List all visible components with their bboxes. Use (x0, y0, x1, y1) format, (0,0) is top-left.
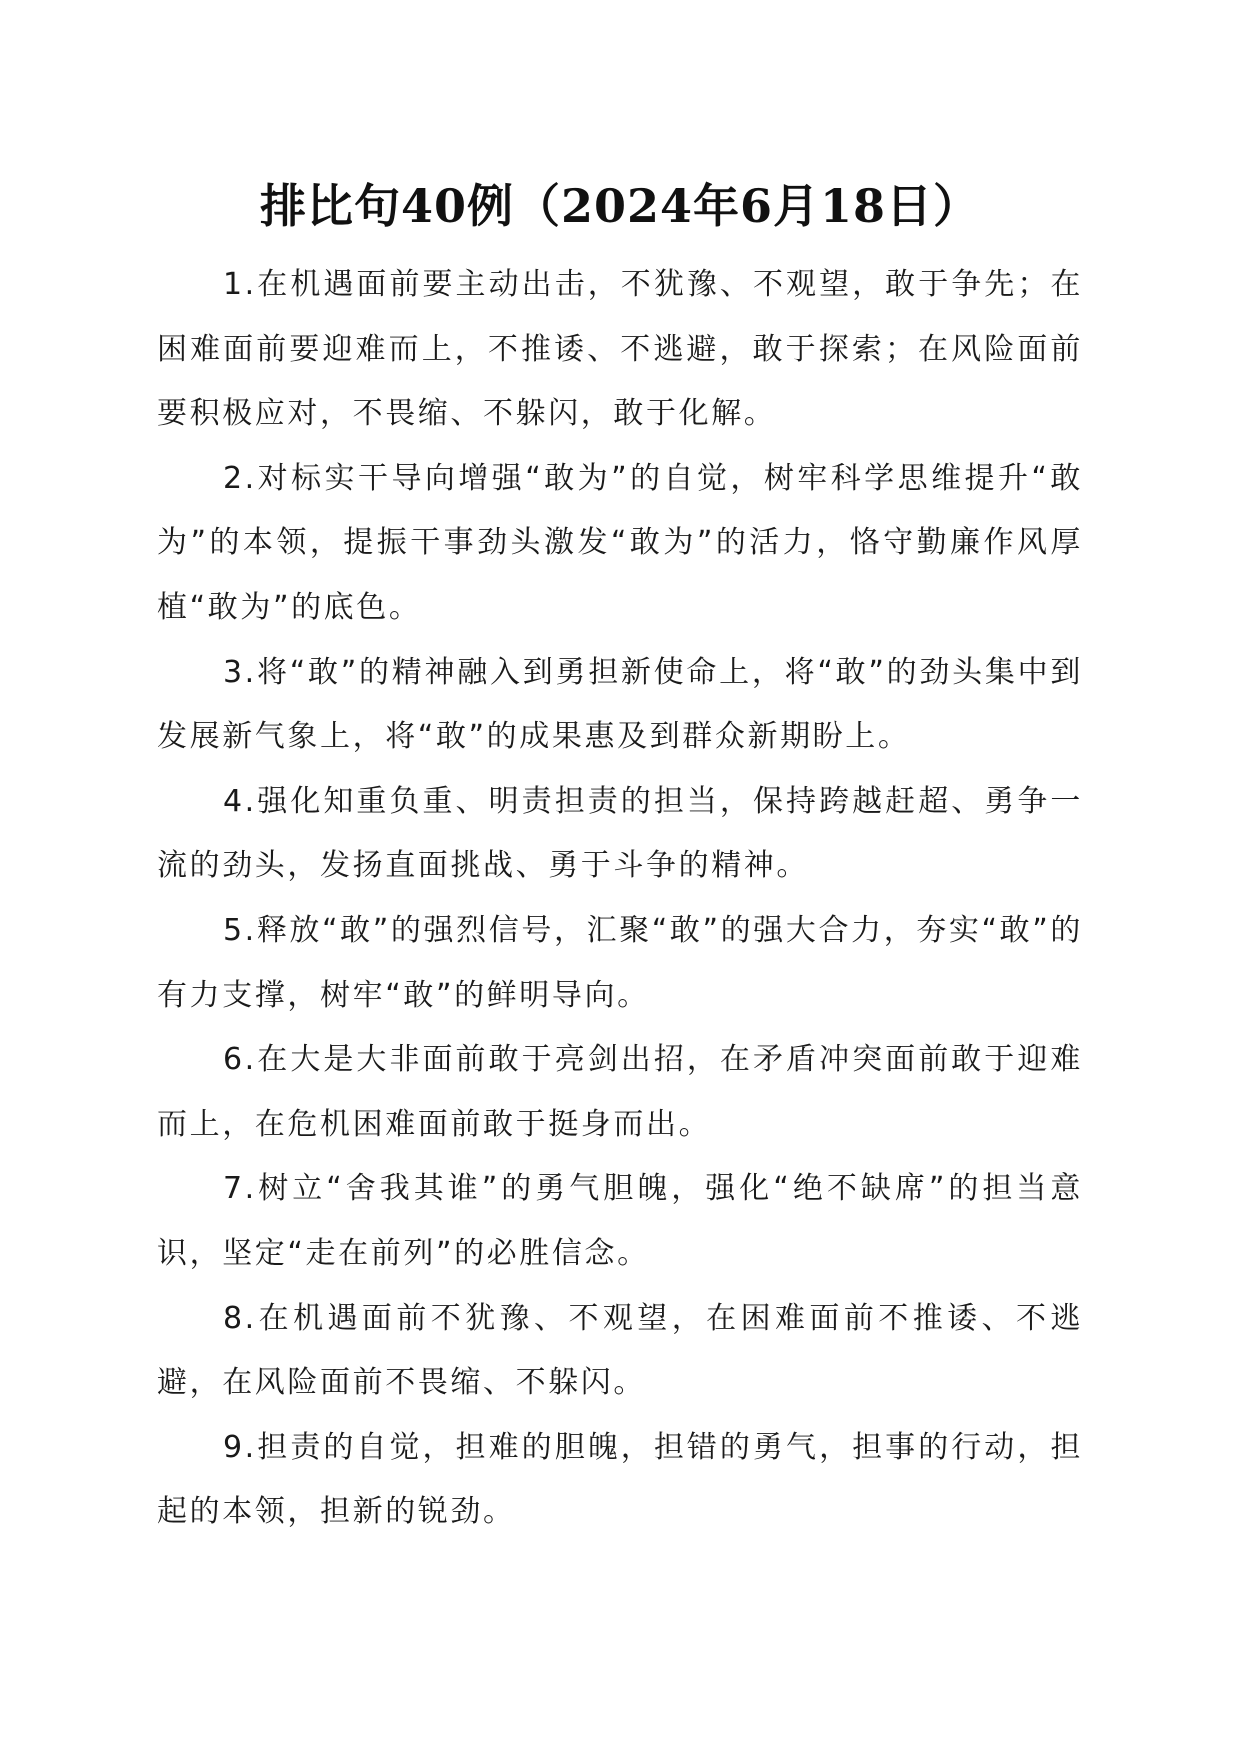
paragraph-6: 6.在大是大非面前敢于亮剑出招，在矛盾冲突面前敢于迎难而上，在危机困难面前敢于挺身而出。 (157, 1042, 1083, 1142)
paragraph-3: 3.将“敢”的精神融入到勇担新使命上，将“敢”的劲头集中到发展新气象上，将“敢”的成果惠及到群众新期盼上。 (157, 654, 1083, 755)
paragraph-4: 4.强化知重负重、明责担责的担当，保持跨越赶超、勇争一流的劲头，发扬直面挑战、勇于斗争的精神。 (157, 783, 1083, 884)
paragraph-8: 8.在机遇面前不犹豫、不观望，在困难面前不推诿、不逃避，在风险面前不畏缩、不躲闪。 (157, 1300, 1083, 1401)
paragraph-7: 7.树立“舍我其谁”的勇气胆魄，强化“绝不缺席”的担当意识，坚定“走在前列”的必胜信念。 (157, 1171, 1083, 1271)
paragraph-1: 1.在机遇面前要主动出击，不犹豫、不观望，敢于争先；在困难面前要迎难而上，不推诿、不逃避，敢于探索；在风险面前要积极应对，不畏缩、不躲闪，敢于化解。 (157, 267, 1083, 432)
document-body (157, 253, 1083, 1545)
paragraph-9: 9.担责的自觉，担难的胆魄，担错的勇气，担事的行动，担起的本领，担新的锐劲。 (157, 1429, 1083, 1530)
document-title: 排比句40例（2024年6月18日） (259, 179, 981, 233)
paragraph-2: 2.对标实干导向增强“敢为”的自觉，树牢科学思维提升“敢为”的本领，提振干事劲头激发“敢为”的活力，恪守勤廉作风厚植“敢为”的底色。 (157, 460, 1083, 625)
paragraph-5: 5.释放“敢”的强烈信号，汇聚“敢”的强大合力，夯实“敢”的有力支撑，树牢“敢”的鲜明导向。 (157, 912, 1083, 1013)
